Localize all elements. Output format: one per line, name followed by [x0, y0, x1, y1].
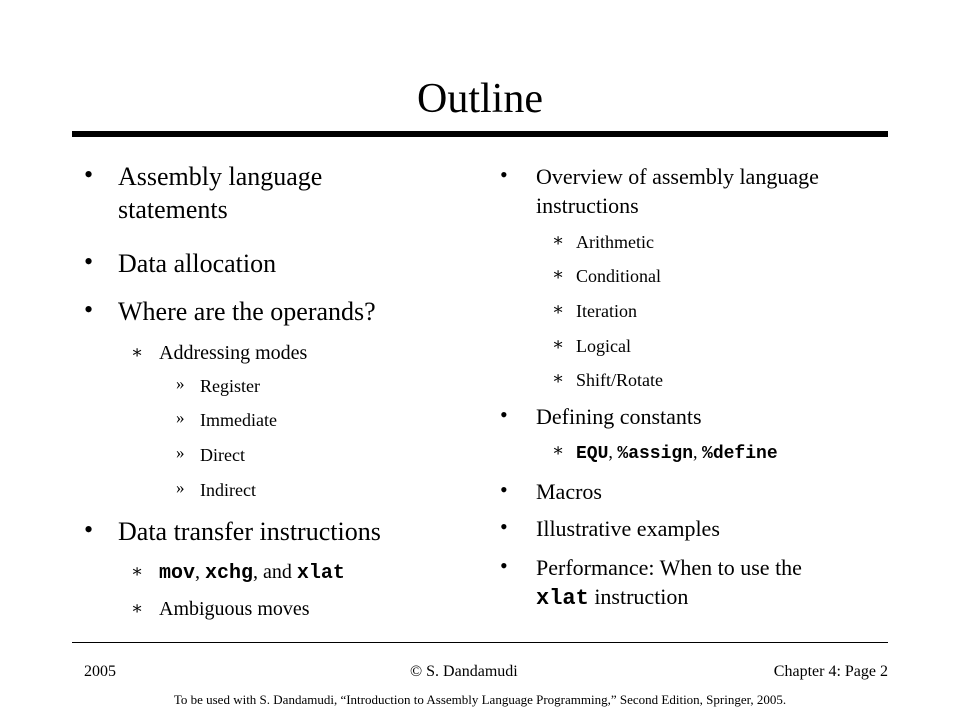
footer-page: Chapter 4: Page 2: [773, 663, 888, 680]
instruction-shift-rotate: Shift/Rotate: [576, 370, 663, 390]
separator: ,: [195, 561, 206, 583]
asterisk-bullet-icon: ∗: [552, 334, 565, 354]
title-rule: [72, 131, 888, 137]
bullet-icon: •: [84, 247, 94, 276]
footer-note: To be used with S. Dandamudi, “Introduction to Assembly Language Programming,” Second Edition, Springer, 2005.: [173, 692, 787, 707]
instruction-iteration: Iteration: [576, 301, 637, 321]
chevron-bullet-icon: »: [176, 374, 185, 393]
bullet-icon: •: [500, 514, 508, 539]
bullet-icon: •: [84, 515, 94, 544]
right-item-5-lead: Performance: When to use the: [536, 555, 802, 580]
bullet-icon: •: [84, 160, 94, 189]
right-item-1-text: Overview of assembly language instructions: [536, 164, 819, 218]
asterisk-bullet-icon: ∗: [552, 230, 565, 250]
chevron-bullet-icon: »: [176, 478, 185, 497]
left-item-3-sub-1-text: Addressing modes: [159, 342, 308, 364]
code-assign: %assign: [617, 444, 694, 464]
separator: ,: [693, 442, 703, 462]
right-item-5-text: [536, 553, 896, 613]
footer-rule: [72, 642, 888, 643]
footer-author: © S. Dandamudi: [410, 663, 518, 680]
separator: , and: [253, 561, 297, 583]
chevron-bullet-icon: »: [176, 443, 185, 462]
right-item-2-text: Defining constants: [536, 404, 702, 429]
addressing-mode-direct: Direct: [200, 445, 245, 465]
left-item-2-text: Data allocation: [118, 249, 277, 278]
asterisk-bullet-icon: ∗: [131, 561, 144, 581]
footer-year: 2005: [84, 663, 116, 680]
right-item-3-text: Macros: [536, 479, 602, 504]
code-xlat: xlat: [296, 562, 345, 585]
instruction-arithmetic: Arithmetic: [576, 232, 654, 252]
right-item-2-sub-1-text: [576, 440, 778, 466]
right-item-5-rest: instruction: [588, 584, 689, 609]
left-item-4-text: Data transfer instructions: [118, 517, 381, 546]
left-item-4-sub-2-text: Ambiguous moves: [159, 598, 310, 620]
bullet-icon: •: [500, 477, 508, 502]
instruction-logical: Logical: [576, 336, 631, 356]
instruction-conditional: Conditional: [576, 266, 661, 286]
asterisk-bullet-icon: ∗: [131, 598, 144, 618]
addressing-mode-immediate: Immediate: [200, 410, 277, 430]
bullet-icon: •: [500, 553, 508, 578]
code-mov: mov: [159, 562, 196, 585]
addressing-mode-register: Register: [200, 376, 260, 396]
left-item-3-text: Where are the operands?: [118, 297, 376, 326]
addressing-mode-indirect: Indirect: [200, 480, 256, 500]
bullet-icon: •: [84, 295, 94, 324]
asterisk-bullet-icon: ∗: [552, 299, 565, 319]
asterisk-bullet-icon: ∗: [131, 342, 144, 362]
code-equ: EQU: [576, 444, 609, 464]
code-xlat: xlat: [536, 586, 589, 611]
asterisk-bullet-icon: ∗: [552, 440, 565, 460]
chevron-bullet-icon: »: [176, 408, 185, 427]
separator: ,: [608, 442, 618, 462]
left-item-4-sub-1-text: [159, 559, 345, 587]
bullet-icon: •: [500, 162, 508, 187]
right-item-4-text: Illustrative examples: [536, 516, 720, 541]
code-define: %define: [702, 444, 778, 464]
asterisk-bullet-icon: ∗: [552, 368, 565, 388]
code-xchg: xchg: [205, 562, 254, 585]
left-item-1-text: Assembly language statements: [118, 162, 323, 224]
bullet-icon: •: [500, 402, 508, 427]
slide-title: Outline: [417, 76, 543, 122]
asterisk-bullet-icon: ∗: [552, 264, 565, 284]
